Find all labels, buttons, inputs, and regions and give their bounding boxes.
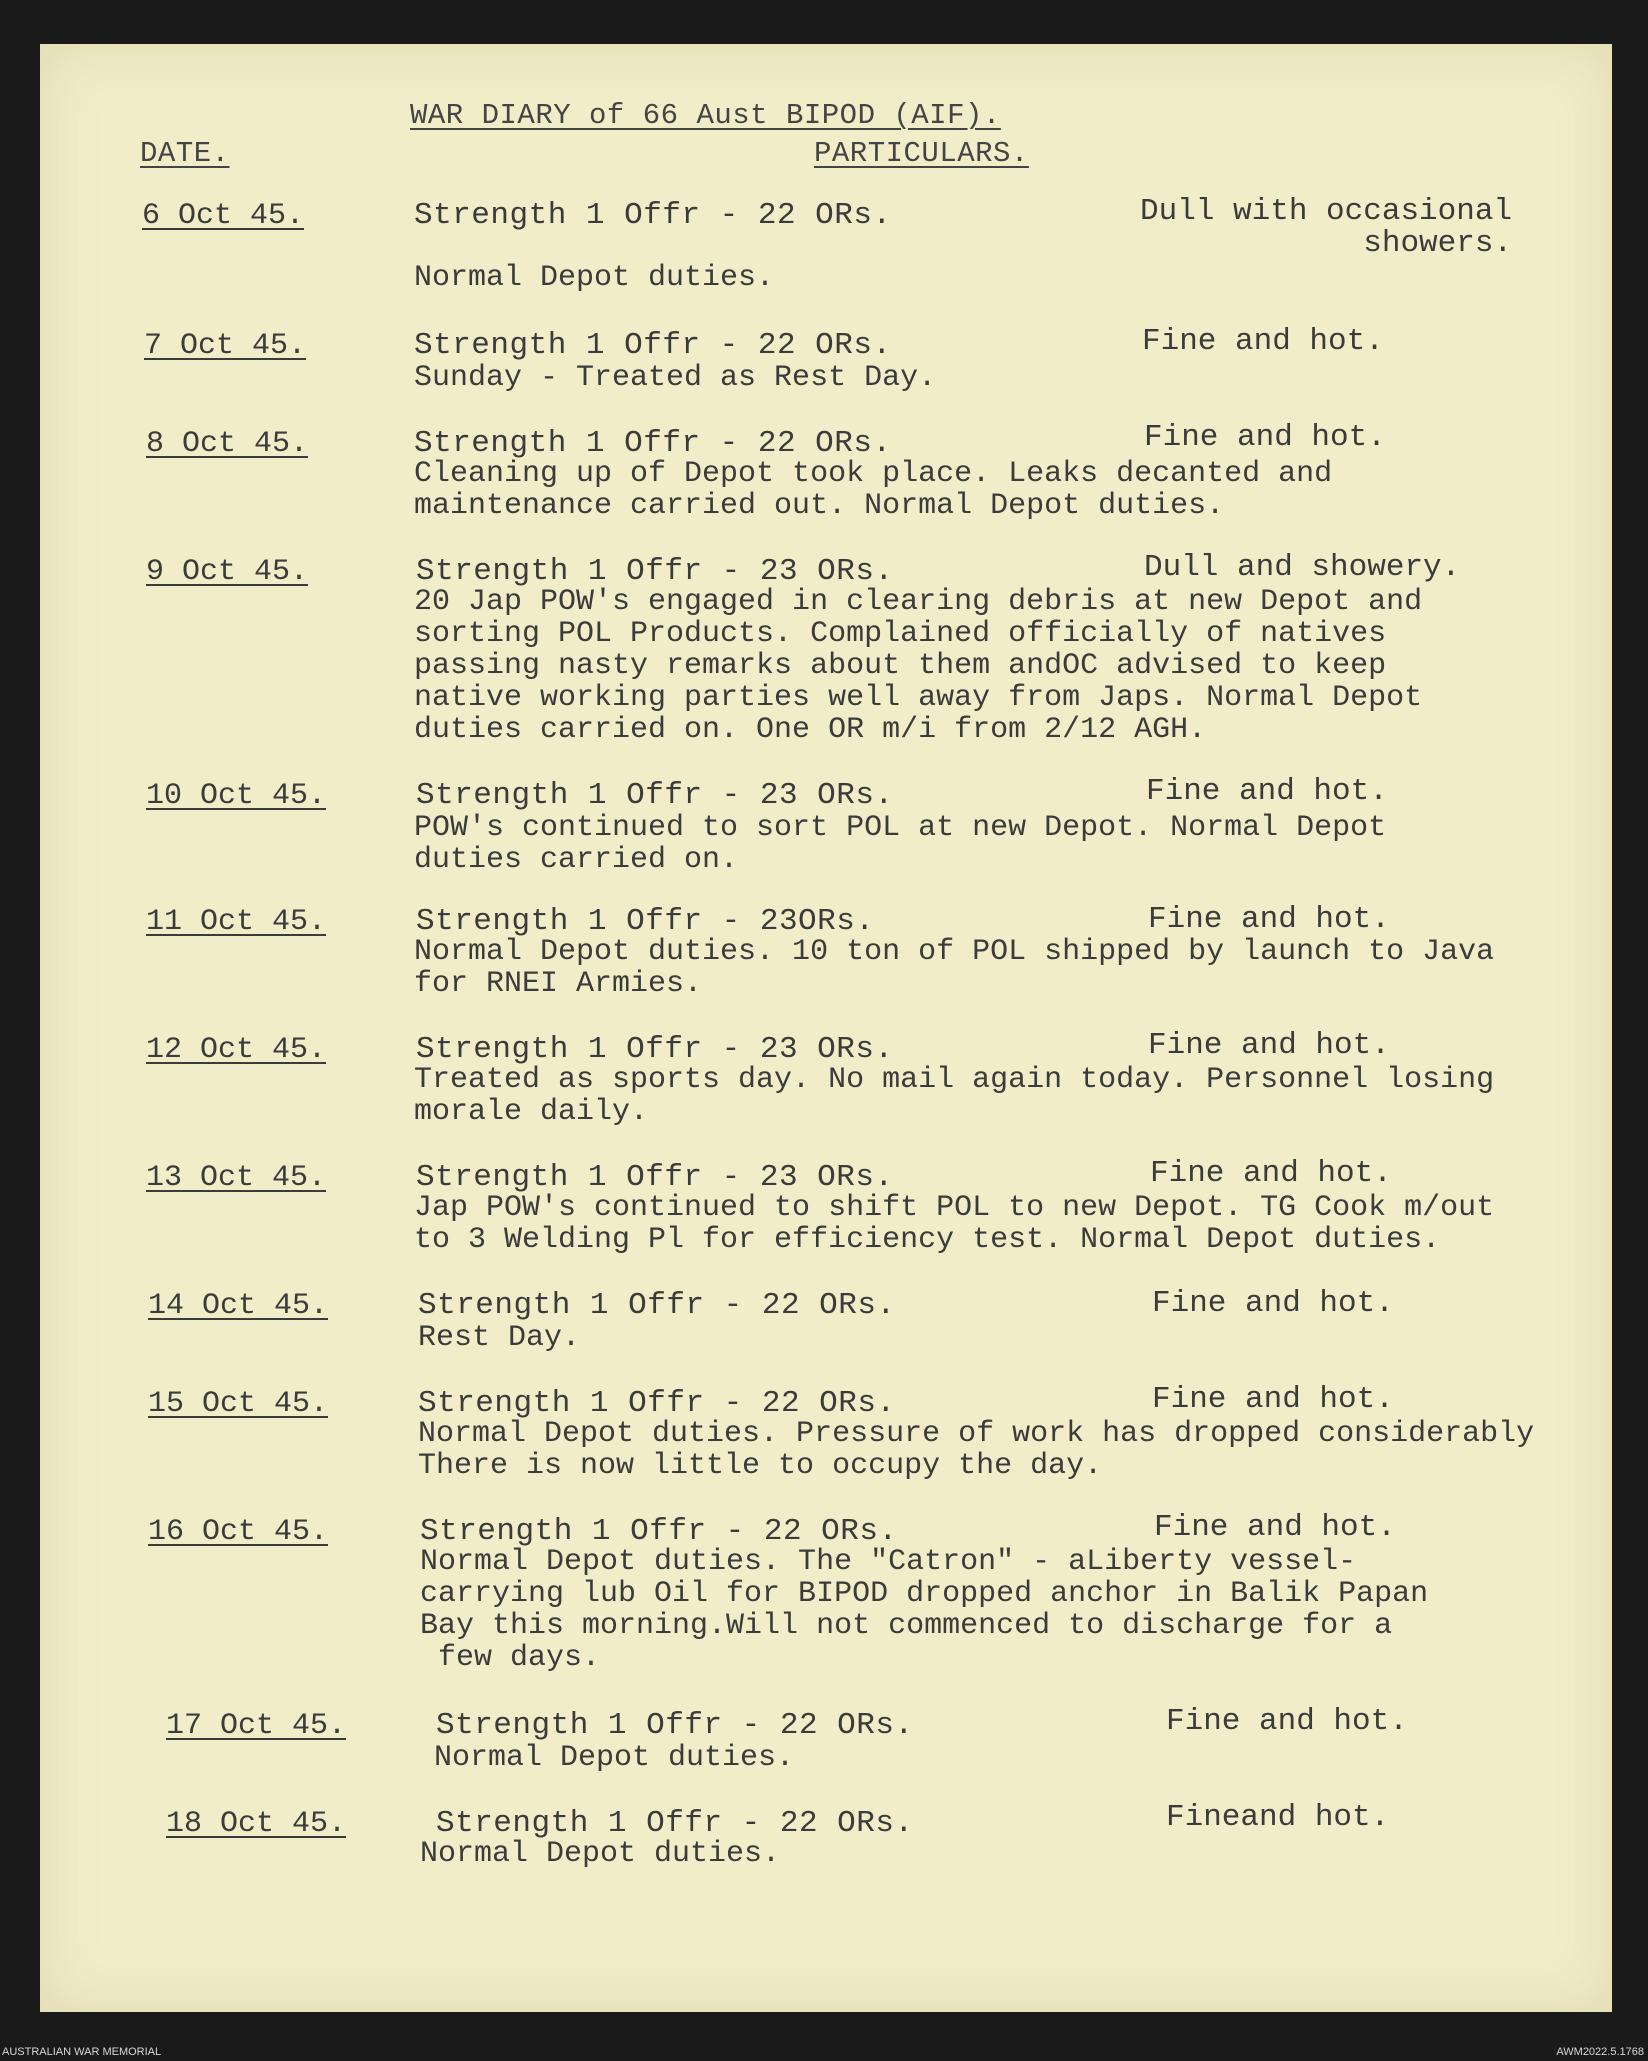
entry-strength: Strength 1 Offr - 22 ORs. <box>414 426 892 461</box>
entry-weather: Fine and hot. <box>1142 324 1384 359</box>
entry-date: 16 Oct 45. <box>148 1515 329 1549</box>
entry-text: Jap POW's continued to shift POL to new Depot. TG Cook m/out to 3 Welding Pl for efficiency test. Normal Depot duties. <box>414 1191 1495 1257</box>
entry-date: 12 Oct 45. <box>146 1033 327 1067</box>
entry-weather: Fine and hot. <box>1152 1286 1394 1321</box>
entry-weather: Fine and hot. <box>1154 1510 1396 1545</box>
entry-date: 9 Oct 45. <box>146 555 309 589</box>
entry-date: 6 Oct 45. <box>142 199 305 233</box>
entry-strength: Strength 1 Offr - 22 ORs. <box>436 1708 914 1743</box>
entry-weather: Fine and hot. <box>1150 1156 1392 1191</box>
entry-strength: Strength 1 Offr - 22 ORs. <box>414 328 892 363</box>
entry-date: 11 Oct 45. <box>146 905 327 939</box>
entry-strength: Strength 1 Offr - 22 ORs. <box>418 1288 896 1323</box>
entry-text: Normal Depot duties. 10 ton of POL shipped by launch to Java for RNEI Armies. <box>414 935 1495 1001</box>
entry-text: Normal Depot duties. The "Catron" - aLiberty vessel- carrying lub Oil for BIPOD dropped anchor in Balik Papan Bay this morning.Will not commenced to discharge for a few days. <box>420 1545 1429 1675</box>
footer-credit: AUSTRALIAN WAR MEMORIAL <box>2 2046 162 2058</box>
entry-strength: Strength 1 Offr - 23ORs. <box>416 904 875 939</box>
entry-weather: Fine and hot. <box>1148 1028 1390 1063</box>
entry-text: 20 Jap POW's engaged in clearing debris at new Depot and sorting POL Products. Complained officially of natives passing nasty remarks about them andOC advised to keep native working parties well away from Japs. Normal Depot duties carried on. One OR m/i from 2/12 AGH. <box>414 585 1423 747</box>
entry-text: Sunday - Treated as Rest Day. <box>414 361 937 395</box>
entry-strength: Strength 1 Offr - 23 ORs. <box>416 554 894 589</box>
entry-text: Rest Day. <box>418 1321 581 1355</box>
entry-date: 13 Oct 45. <box>146 1161 327 1195</box>
entry-text: Normal Depot duties. <box>414 261 775 295</box>
entry-strength: Strength 1 Offr - 23 ORs. <box>416 1160 894 1195</box>
entry-text: Normal Depot duties. <box>420 1837 781 1871</box>
entry-text: Treated as sports day. No mail again today. Personnel losing morale daily. <box>414 1063 1495 1129</box>
entry-date: 10 Oct 45. <box>146 779 327 813</box>
entry-date: 17 Oct 45. <box>166 1709 347 1743</box>
entry-strength: Strength 1 Offr - 22 ORs. <box>414 198 892 233</box>
particulars-column-header: PARTICULARS. <box>814 137 1029 170</box>
entry-weather: Fine and hot. <box>1148 902 1390 937</box>
entry-date: 7 Oct 45. <box>144 329 307 363</box>
entry-date: 8 Oct 45. <box>146 427 309 461</box>
entry-text: Cleaning up of Depot took place. Leaks decanted and maintenance carried out. Normal Depot duties. <box>414 457 1333 523</box>
entry-strength: Strength 1 Offr - 22 ORs. <box>436 1806 914 1841</box>
entry-weather: Fine and hot. <box>1166 1704 1408 1739</box>
entry-strength: Strength 1 Offr - 22 ORs. <box>420 1514 898 1549</box>
entry-strength: Strength 1 Offr - 23 ORs. <box>416 778 894 813</box>
entry-weather: Fine and hot. <box>1152 1382 1394 1417</box>
entry-weather: Fine and hot. <box>1144 420 1386 455</box>
entry-weather: Dull with occasional showers. <box>1140 194 1513 261</box>
entry-strength: Strength 1 Offr - 22 ORs. <box>418 1386 896 1421</box>
entry-date: 15 Oct 45. <box>148 1387 329 1421</box>
entry-weather: Fineand hot. <box>1166 1800 1390 1835</box>
entry-date: 14 Oct 45. <box>148 1289 329 1323</box>
entry-weather: Fine and hot. <box>1146 774 1388 809</box>
entry-date: 18 Oct 45. <box>166 1807 347 1841</box>
footer-accession-number: AWM2022.5.1768 <box>1556 2046 1644 2058</box>
entry-weather: Dull and showery. <box>1144 550 1461 585</box>
date-column-header: DATE. <box>140 137 230 170</box>
diary-title: WAR DIARY of 66 Aust BIPOD (AIF). <box>410 99 1001 132</box>
entry-text: Normal Depot duties. <box>434 1741 795 1775</box>
entry-text: Normal Depot duties. Pressure of work has dropped considerably There is now little to occupy the day. <box>418 1417 1535 1483</box>
entry-text: POW's continued to sort POL at new Depot. Normal Depot duties carried on. <box>414 811 1387 877</box>
entry-strength: Strength 1 Offr - 23 ORs. <box>416 1032 894 1067</box>
